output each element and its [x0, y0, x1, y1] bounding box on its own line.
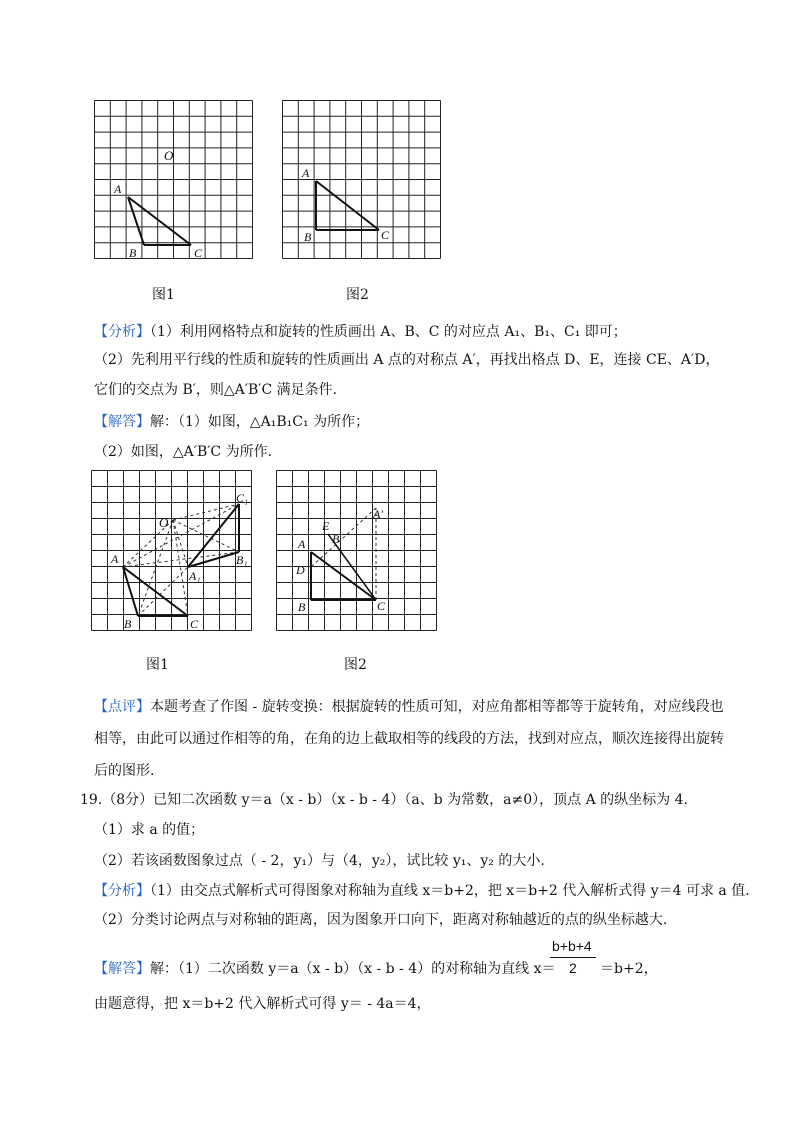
- fraction-denominator: 2: [569, 960, 577, 976]
- question-19-part-1: （1）求 a 的值；: [94, 822, 205, 838]
- label-a: A: [114, 182, 122, 196]
- solution-figure-2: [276, 470, 438, 632]
- label-b1: B₁: [236, 553, 248, 567]
- label-o: O: [164, 148, 174, 163]
- comment-tag: 【点评】: [94, 699, 150, 715]
- label-c: C: [194, 246, 203, 260]
- solution-tag: 【解答】: [94, 414, 150, 430]
- top-figure-2-caption: 图2: [346, 287, 369, 303]
- solution-figure-1-caption: 图1: [146, 657, 169, 673]
- comment-line-2: 相等，由此可以通过作相等的角，在角的边上截取相等的线段的方法，找到对应点，顺次连接得出旋转: [94, 731, 724, 747]
- solution-line-1: 【解答】解：（1）如图，△A₁B₁C₁ 为所作；: [94, 414, 370, 430]
- label-a: A: [298, 537, 306, 551]
- label-a: A: [111, 552, 119, 566]
- label-d: D: [296, 563, 305, 577]
- analysis-line-1: 【分析】（1）利用网格特点和旋转的性质画出 A、B、C 的对应点 A₁、B₁、C₁ 即可；: [94, 324, 627, 340]
- question-19-solution-1: 【解答】解：（1）二次函数 y＝a（x - b）（x - b - 4）的对称轴为直线 x＝: [94, 961, 556, 977]
- label-b: B: [298, 600, 306, 614]
- question-19-part-2: （2）若该函数图象过点（ - 2，y₁）与（4，y₂），试比较 y₁、y₂ 的大小.: [94, 853, 545, 869]
- label-c: C: [381, 228, 390, 242]
- question-19-analysis-2: （2）分类讨论两点与对称轴的距离，因为图象开口向下，距离对称轴越近的点的纵坐标越大.: [94, 912, 668, 928]
- solution-figure-2-caption: 图2: [344, 657, 367, 673]
- question-19-stem: 19.（8分）已知二次函数 y＝a（x - b）（x - b - 4）（a、b 为常数，a≠0），顶点 A 的纵坐标为 4.: [80, 792, 688, 808]
- analysis-line-3: 它们的交点为 B′，则△A′B′C 满足条件.: [94, 382, 338, 398]
- top-figure-1-caption: 图1: [152, 287, 175, 303]
- top-figure-1: [94, 100, 254, 260]
- label-b: B: [124, 617, 132, 631]
- analysis-line-2: （2）先利用平行线的性质和旋转的性质画出 A 点的对称点 A′，再找出格点 D、E，连接 CE、A′D，: [94, 352, 720, 368]
- solution-figure-1: [91, 470, 253, 632]
- comment-line-3: 后的图形.: [94, 763, 155, 779]
- label-a: A: [302, 166, 310, 180]
- label-b: B: [304, 230, 312, 244]
- label-b: B: [129, 246, 137, 260]
- grid-top-1: [95, 101, 253, 259]
- label-e: E: [322, 519, 330, 533]
- fraction-numerator: b+b+4: [552, 938, 592, 954]
- question-19-solution-1-end: ＝b+2，: [600, 961, 658, 977]
- label-o: O: [159, 515, 169, 530]
- segment-ac: [128, 197, 191, 245]
- analysis-tag: 【分析】: [94, 324, 150, 340]
- comment-line-1: 【点评】本题考查了作图 - 旋转变换：根据旋转的性质可知，对应角都相等都等于旋转角，对应线段也: [94, 699, 724, 715]
- question-19-analysis-1: 【分析】（1）由交点式解析式可得图象对称轴为直线 x＝b+2，把 x＝b+2 代入解析式得 y＝4 可求 a 值.: [94, 883, 750, 899]
- solution-line-2: （2）如图，△A′B′C 为所作.: [94, 444, 273, 460]
- fraction-bar: [550, 957, 596, 958]
- label-c: C: [190, 617, 199, 631]
- label-a-prime: A′: [373, 507, 383, 521]
- question-19-solution-2: 由题意得，把 x＝b+2 代入解析式可得 y＝ - 4a＝4，: [94, 996, 431, 1012]
- label-c: C: [377, 599, 386, 613]
- label-c1: C₁: [236, 491, 249, 505]
- label-a1: A₁: [189, 569, 201, 583]
- grid-solution-1: [92, 471, 252, 631]
- label-b-prime: B: [332, 532, 340, 546]
- top-figure-2: [282, 100, 442, 260]
